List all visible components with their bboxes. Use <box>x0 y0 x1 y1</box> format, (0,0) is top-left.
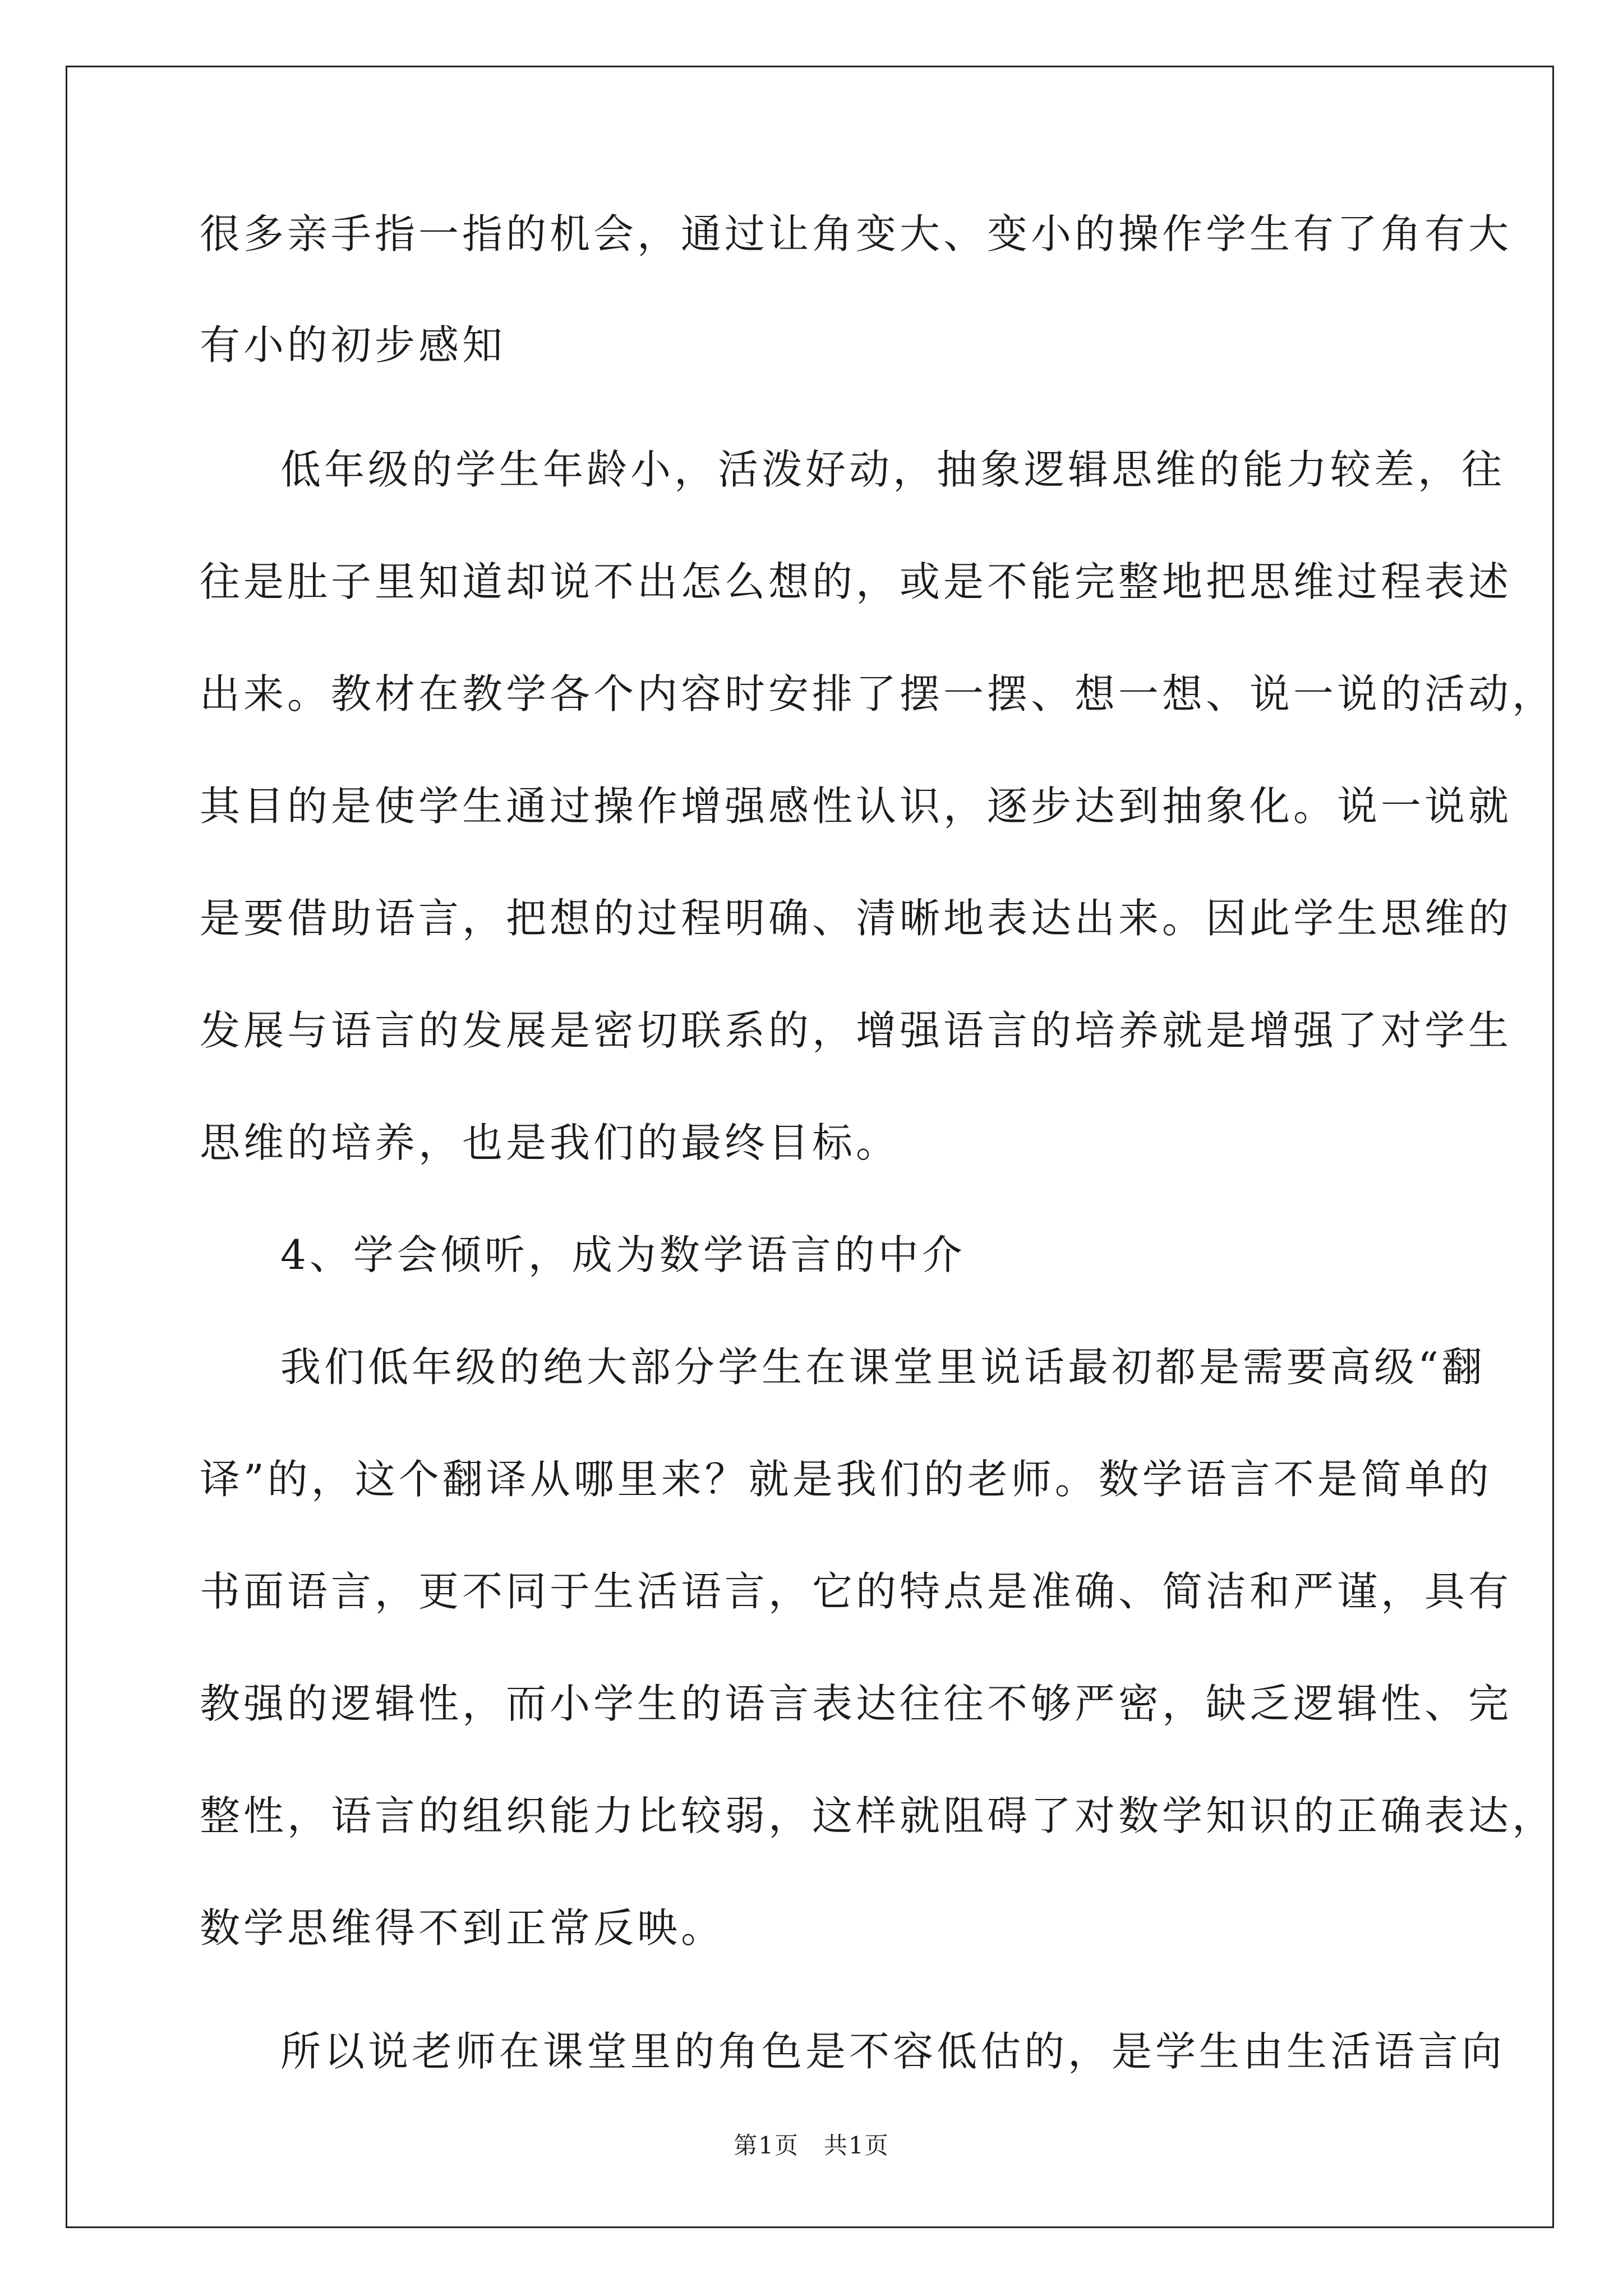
text-line: 往是肚子里知道却说不出怎么想的，或是不能完整地把思维过程表述 <box>200 558 1513 605</box>
text-line: 是要借助语言，把想的过程明确、清晰地表达出来。因此学生思维的 <box>200 895 1513 942</box>
text-line: 有小的初步感知 <box>200 321 506 369</box>
text-line: 出来。教材在教学各个内容时安排了摆一摆、想一想、说一说的活动， <box>200 670 1556 717</box>
text-line: 数学思维得不到正常反映。 <box>200 1904 725 1952</box>
text-line: 整性，语言的组织能力比较弱，这样就阻碍了对数学知识的正确表达， <box>200 1792 1556 1839</box>
text-line: 教强的逻辑性，而小学生的语言表达往往不够严密，缺乏逻辑性、完 <box>200 1680 1513 1727</box>
text-line: 很多亲手指一指的机会，通过让角变大、变小的操作学生有了角有大 <box>200 210 1513 257</box>
text-line: 译”的，这个翻译从哪里来？就是我们的老师。数学语言不是简单的 <box>200 1456 1492 1503</box>
text-line: 发展与语言的发展是密切联系的，增强语言的培养就是增强了对学生 <box>200 1007 1513 1054</box>
page-number: 第1页 共1页 <box>734 2132 889 2159</box>
section-heading: 4、学会倾听，成为数学语言的中介 <box>280 1231 966 1278</box>
text-line: 其目的是使学生通过操作增强感性认识，逐步达到抽象化。说一说就 <box>200 783 1513 830</box>
text-line: 思维的培养，也是我们的最终目标。 <box>200 1119 900 1166</box>
text-line: 低年级的学生年龄小，活泼好动，抽象逻辑思维的能力较差，往 <box>280 446 1506 493</box>
text-line: 所以说老师在课堂里的角色是不容低估的，是学生由生活语言向 <box>280 2028 1506 2075</box>
text-line: 我们低年级的绝大部分学生在课堂里说话最初都是需要高级“翻 <box>280 1343 1486 1391</box>
text-line: 书面语言，更不同于生活语言，它的特点是准确、简洁和严谨，具有 <box>200 1568 1513 1615</box>
